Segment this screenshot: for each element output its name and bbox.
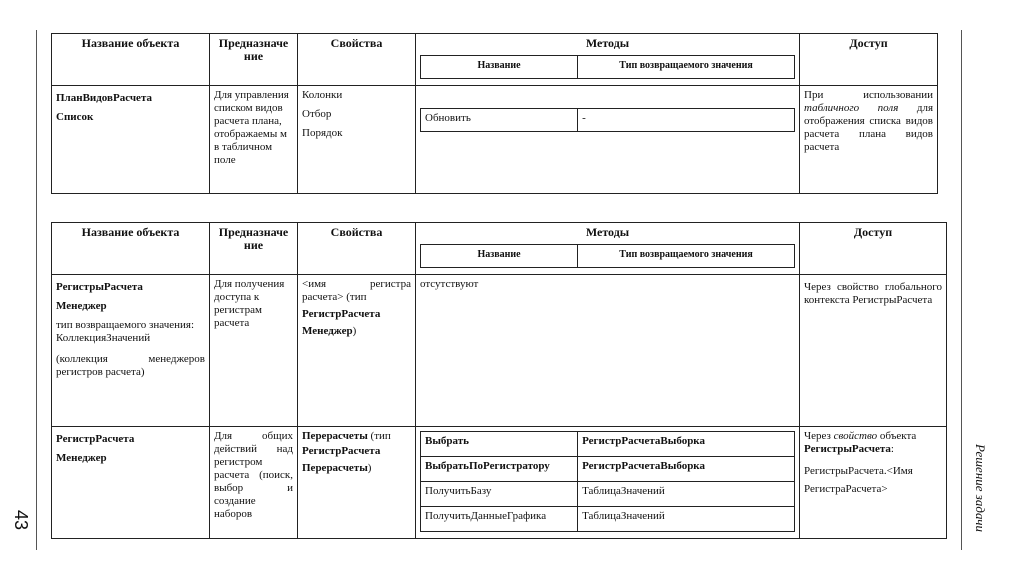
properties-cell [298, 86, 416, 194]
access-object: РегистрыРасчета [804, 443, 891, 455]
methods-subheader [420, 55, 795, 79]
access-expression: РегистрыРасчета.<Имя РегистраРасчета> [804, 465, 913, 495]
property-type-line1: РегистрРасчета [302, 308, 381, 320]
method-name: Выбрать [421, 432, 578, 457]
property-type-line2-text: Менеджер [302, 325, 353, 337]
header-method-name: Название [421, 245, 578, 268]
object-note: (коллекция менеджеров регистров расчета) [56, 353, 205, 378]
header-row [52, 223, 947, 275]
header-properties: Свойства [298, 223, 416, 275]
return-type-value: КоллекцияЗначений [56, 332, 151, 344]
access-cell [800, 427, 947, 539]
method-row [421, 432, 795, 457]
property-text: <имя регистра расчета> (тип [302, 278, 411, 303]
method-name: ВыбратьПоРегистратору [421, 457, 578, 482]
methods-cell [416, 86, 800, 194]
access-cell: Через свойство глобального контекста РегистрыРасчета [800, 275, 947, 427]
property-mid: (тип [367, 430, 391, 442]
methods-cell [416, 427, 800, 539]
header-properties: Свойства [298, 34, 416, 86]
header-method-return: Тип возвращаемого значения [578, 56, 795, 79]
method-row [421, 109, 795, 132]
header-purpose: Предназначе ние [210, 223, 298, 275]
object-name-cell [52, 86, 210, 194]
property-close: ) [352, 325, 357, 337]
method-name: ПолучитьБазу [421, 482, 578, 507]
access-text-mid: объекта [877, 430, 917, 442]
header-purpose: Предназначе ние [210, 34, 298, 86]
header-row [52, 34, 938, 86]
access-text-pre: Через [804, 430, 834, 442]
right-margin-line [961, 30, 962, 550]
access-text-em: табличного поля [804, 102, 899, 114]
page-number: 43 [11, 509, 31, 531]
property-type-line1: РегистрРасчета [302, 445, 381, 457]
table-row [52, 275, 947, 427]
table-row [52, 427, 947, 539]
method-row [421, 507, 795, 532]
methods-subheader [420, 244, 795, 268]
header-name: Название объекта [52, 34, 210, 86]
access-text-em: свойство [833, 430, 878, 442]
purpose-cell: Для получения доступа к регистрам расчета [210, 275, 298, 427]
property-type-line2-text: Перерасчеты [302, 462, 368, 474]
property-name: Перерасчеты [302, 430, 368, 442]
access-colon: : [890, 443, 894, 455]
header-methods-label: Методы [585, 225, 630, 239]
header-access: Доступ [800, 223, 947, 275]
purpose-cell: Для управления списком видов расчета плана, отображаемы м в табличном поле [210, 86, 298, 194]
property-item: Отбор [302, 108, 332, 120]
access-text-post: для отображения списка видов расчета плана видов расчета [804, 102, 933, 153]
method-return: РегистрРасчетаВыборка [578, 457, 795, 482]
object-name-cell [52, 275, 210, 427]
property-type-line2 [302, 325, 411, 338]
method-return: ТаблицаЗначений [578, 482, 795, 507]
properties-cell [298, 427, 416, 539]
method-return: ТаблицаЗначений [578, 507, 795, 532]
property-close: ) [367, 462, 372, 474]
property-type-line2 [302, 462, 411, 475]
method-return: РегистрРасчетаВыборка [578, 432, 795, 457]
header-access: Доступ [800, 34, 938, 86]
table-calc-plan-list [51, 33, 938, 194]
side-caption: Решение задачи [973, 444, 988, 532]
header-method-return: Тип возвращаемого значения [578, 245, 795, 268]
object-name-line1: РегистрРасчета [56, 433, 135, 445]
object-name-line2: Список [56, 111, 94, 123]
left-margin-line [36, 30, 37, 550]
object-name-line2: Менеджер [56, 300, 107, 312]
table-calc-registers [51, 222, 947, 539]
method-row [421, 482, 795, 507]
header-methods [416, 223, 800, 275]
object-name-cell [52, 427, 210, 539]
return-type-label: тип возвращаемого значения: [56, 319, 195, 331]
properties-cell [298, 275, 416, 427]
header-methods [416, 34, 800, 86]
property-item: Колонки [302, 89, 343, 101]
access-text-pre: При использовании [804, 89, 933, 101]
object-name-line1: РегистрыРасчета [56, 281, 143, 293]
method-name: ПолучитьДанныеГрафика [421, 507, 578, 532]
header-name: Название объекта [52, 223, 210, 275]
object-name-line2: Менеджер [56, 452, 107, 464]
object-name-line1: ПланВидовРасчета [56, 92, 152, 104]
methods-list [420, 108, 795, 132]
table-row [52, 86, 938, 194]
method-row [421, 457, 795, 482]
purpose-cell: Для общих действий над регистром расчета (поиск, выбор и создание наборов [210, 427, 298, 539]
methods-cell: отсутствуют [416, 275, 800, 427]
methods-list [420, 431, 795, 532]
header-methods-label: Методы [585, 36, 630, 50]
method-return: - [578, 109, 795, 132]
method-name: Обновить [421, 109, 578, 132]
header-method-name: Название [421, 56, 578, 79]
access-cell [800, 86, 938, 194]
property-item: Порядок [302, 127, 343, 139]
